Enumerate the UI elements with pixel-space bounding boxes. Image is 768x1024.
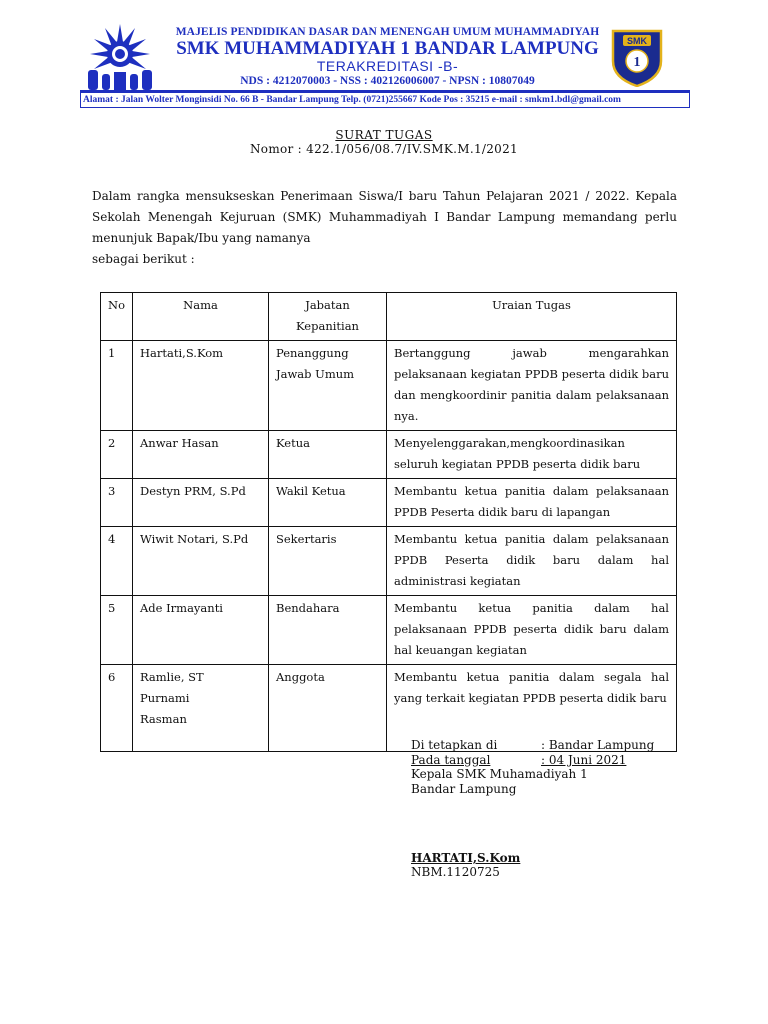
date-label: Pada tanggal xyxy=(411,752,491,767)
cell-nama xyxy=(133,596,269,665)
cell-no: 4 xyxy=(101,527,133,596)
smk-shield-badge-icon xyxy=(609,27,665,87)
intro-text-continuation: sebagai berikut : xyxy=(92,252,195,266)
signer-name: HARTATI,S.Kom xyxy=(411,851,521,865)
document-number: Nomor : 422.1/056/08.7/IV.SMK.M.1/2021 xyxy=(250,142,518,156)
cell-no: 1 xyxy=(101,341,133,431)
cell-uraian: Membantu ketua panitia dalam hal pelaksanaan PPDB peserta didik baru dalam hal keuangan kegiatan xyxy=(387,596,677,665)
date-value: : 04 Juni 2021 xyxy=(541,752,627,767)
person-name: Destyn PRM, S.Pd xyxy=(140,484,246,498)
person-name: Wiwit Notari, S.Pd xyxy=(140,532,249,546)
person-name: Anwar Hasan xyxy=(140,436,219,450)
muhammadiyah-sun-logo-icon xyxy=(78,22,162,92)
cell-jabatan: Bendahara xyxy=(269,596,387,665)
person-name: Rasman xyxy=(140,712,187,726)
kop-ids: NDS : 4212070003 - NSS : 402126006007 - NPSN : 10807049 xyxy=(240,75,535,87)
kop-school-name: SMK MUHAMMADIYAH 1 BANDAR LAMPUNG xyxy=(176,38,599,59)
cell-no: 6 xyxy=(101,665,133,752)
intro-text: Dalam rangka mensukseskan Penerimaan Siswa/I baru Tahun Pelajaran 2021 / 2022. Kepala Sekolah Menengah Kejuruan (SMK) Muhammadiyah I Bandar Lampung memandang perlu menunjuk Bapak/Ibu yang namanya xyxy=(92,189,677,245)
assignment-table xyxy=(100,292,677,752)
cell-uraian: Membantu ketua panitia dalam pelaksanaan PPDB Peserta didik baru di lapangan xyxy=(387,479,677,527)
cell-no: 3 xyxy=(101,479,133,527)
person-name: Purnami xyxy=(140,691,190,705)
signer-position: Kepala SMK Muhamadiyah 1 xyxy=(411,767,588,781)
table-row xyxy=(101,479,677,527)
header-nama: Nama xyxy=(133,293,269,341)
cell-jabatan: Ketua xyxy=(269,431,387,479)
signer-position-city: Bandar Lampung xyxy=(411,781,517,796)
cell-nama xyxy=(133,527,269,596)
badge-smk-text: SMK xyxy=(627,36,647,46)
table-row xyxy=(101,527,677,596)
header-no: No xyxy=(101,293,133,341)
header-uraian: Uraian Tugas xyxy=(387,293,677,341)
cell-jabatan: Anggota xyxy=(269,665,387,752)
cell-nama xyxy=(133,431,269,479)
cell-nama xyxy=(133,479,269,527)
cell-nama xyxy=(133,341,269,431)
kop-address: Alamat : Jalan Wolter Monginsidi No. 66 B - Bandar Lampung Telp. (0721)255667 Kode Pos : 35215 e-mail : smkm1.bdl@gmail.com xyxy=(80,92,690,108)
badge-number-text: 1 xyxy=(633,55,641,70)
header-jabatan: Jabatan Kepanitian xyxy=(269,293,387,341)
cell-no: 5 xyxy=(101,596,133,665)
kop-majelis: MAJELIS PENDIDIKAN DASAR DAN MENENGAH UMUM MUHAMMADIYAH xyxy=(175,26,600,38)
table-header-row xyxy=(101,293,677,341)
place-value: : Bandar Lampung xyxy=(541,738,655,752)
cell-jabatan: Penanggung Jawab Umum xyxy=(269,341,387,431)
person-name: Ramlie, ST xyxy=(140,670,204,684)
cell-uraian: Bertanggung jawab mengarahkan pelaksanaan kegiatan PPDB peserta didik baru dan mengkoordinir panitia dalam pelaksanaan nya. xyxy=(387,341,677,431)
cell-no: 2 xyxy=(101,431,133,479)
cell-uraian: Membantu ketua panitia dalam pelaksanaan PPDB Peserta didik baru dalam hal administrasi kegiatan xyxy=(387,527,677,596)
table-row xyxy=(101,596,677,665)
person-name: Ade Irmayanti xyxy=(140,601,223,615)
person-name: Hartati,S.Kom xyxy=(140,346,224,360)
cell-uraian: Menyelenggarakan,mengkoordinasikan seluruh kegiatan PPDB peserta didik baru xyxy=(387,431,677,479)
place-row xyxy=(411,738,654,753)
intro-paragraph xyxy=(92,186,677,270)
cell-jabatan: Sekertaris xyxy=(269,527,387,596)
cell-nama xyxy=(133,665,269,752)
date-row xyxy=(411,753,654,768)
signature-block xyxy=(411,738,654,796)
cell-uraian: Membantu ketua panitia dalam segala hal yang terkait kegiatan PPDB peserta didik baru xyxy=(387,665,677,752)
signer-nbm: NBM.1120725 xyxy=(411,865,500,879)
document-title: SURAT TUGAS xyxy=(335,128,433,142)
place-label: Di tetapkan di xyxy=(411,738,498,752)
kop-accreditation: TERAKREDITASI -B- xyxy=(316,58,459,74)
table-row xyxy=(101,431,677,479)
table-row xyxy=(101,341,677,431)
cell-jabatan: Wakil Ketua xyxy=(269,479,387,527)
